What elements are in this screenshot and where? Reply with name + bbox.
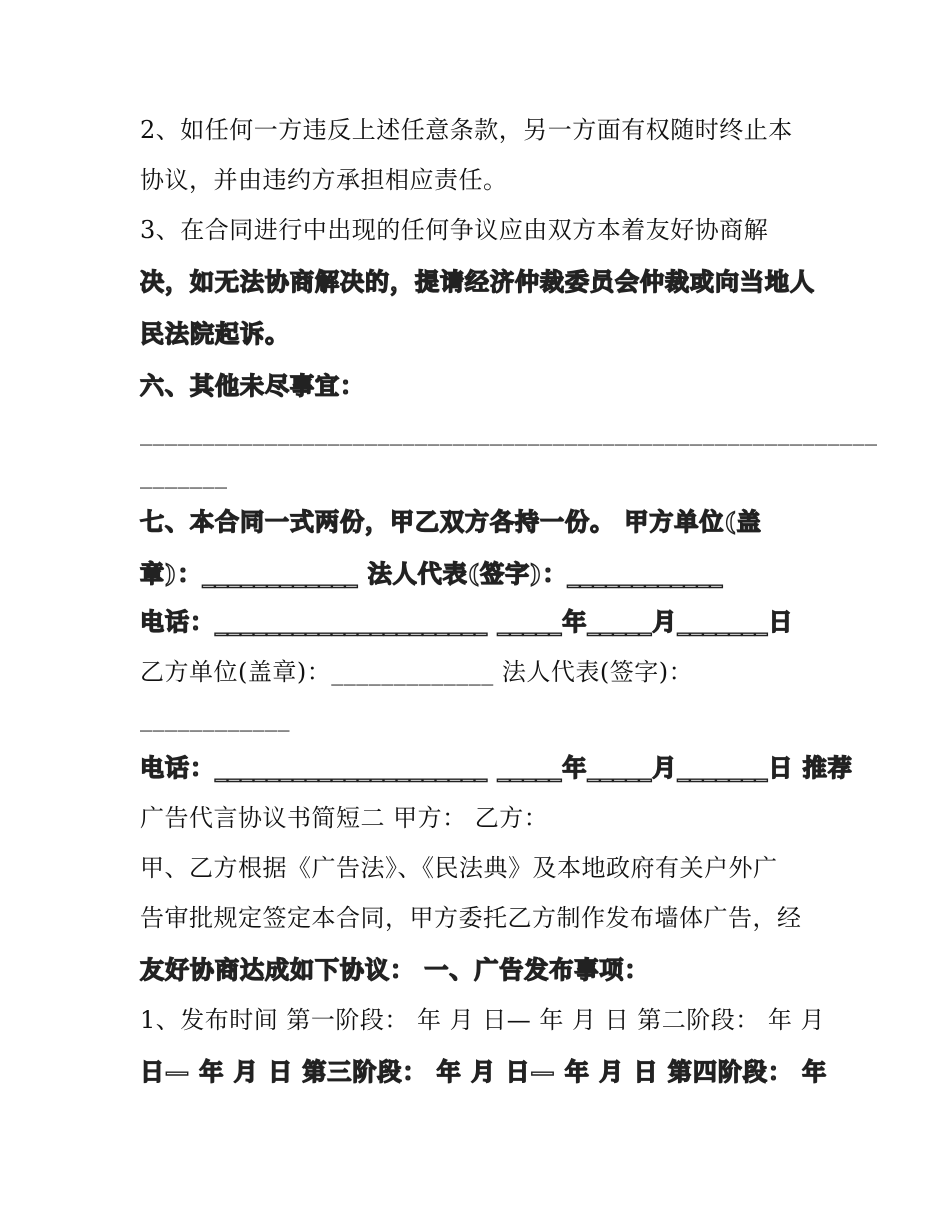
signature-line: 章)：____________ 法人代表(签字)：____________ xyxy=(140,559,724,588)
document-subtitle: 广告代言协议书简短二 甲方： 乙方： xyxy=(140,804,549,832)
signature-line: 乙方单位(盖章)：_____________ 法人代表(签字)： xyxy=(140,658,694,686)
paragraph-line: 决，如无法协商解决的，提请经济仲裁委员会仲裁或向当地人 xyxy=(140,267,815,296)
phone-date-line: 电话：_____________________ _____年_____月_______日 xyxy=(140,607,794,636)
paragraph-line: 甲、乙方根据《广告法》、《民法典》及本地政府有关户外广 xyxy=(140,854,778,882)
paragraph-line: 2、如任何一方违反上述任意条款，另一方面有权随时终止本 xyxy=(140,116,793,144)
paragraph-line: 七、本合同一式两份，甲乙双方各持一份。 甲方单位(盖 xyxy=(140,507,762,536)
paragraph-line: 民法院起诉。 xyxy=(140,319,290,348)
section-heading: 六、其他未尽事宜： xyxy=(140,371,365,400)
phone-date-line: 电话：_____________________ _____年_____月_______日 推荐 xyxy=(140,753,853,782)
blank-fill-line: _______ xyxy=(140,461,228,489)
blank-fill-line: ____________ xyxy=(140,704,290,732)
paragraph-line: 日— 年 月 日 第三阶段： 年 月 日— 年 月 日 第四阶段： 年 xyxy=(140,1057,828,1086)
paragraph-line: 告审批规定签定本合同，甲方委托乙方制作发布墙体广告，经 xyxy=(140,904,802,932)
blank-fill-line: ___________________________________________________________ xyxy=(140,418,878,446)
paragraph-line: 协议，并由违约方承担相应责任。 xyxy=(140,166,508,194)
paragraph-line: 友好协商达成如下协议： 一、广告发布事项： xyxy=(140,955,650,984)
paragraph-line: 3、在合同进行中出现的任何争议应由双方本着友好协商解 xyxy=(140,216,769,244)
paragraph-line: 1、发布时间 第一阶段： 年 月 日— 年 月 日 第二阶段： 年 月 xyxy=(140,1006,826,1034)
